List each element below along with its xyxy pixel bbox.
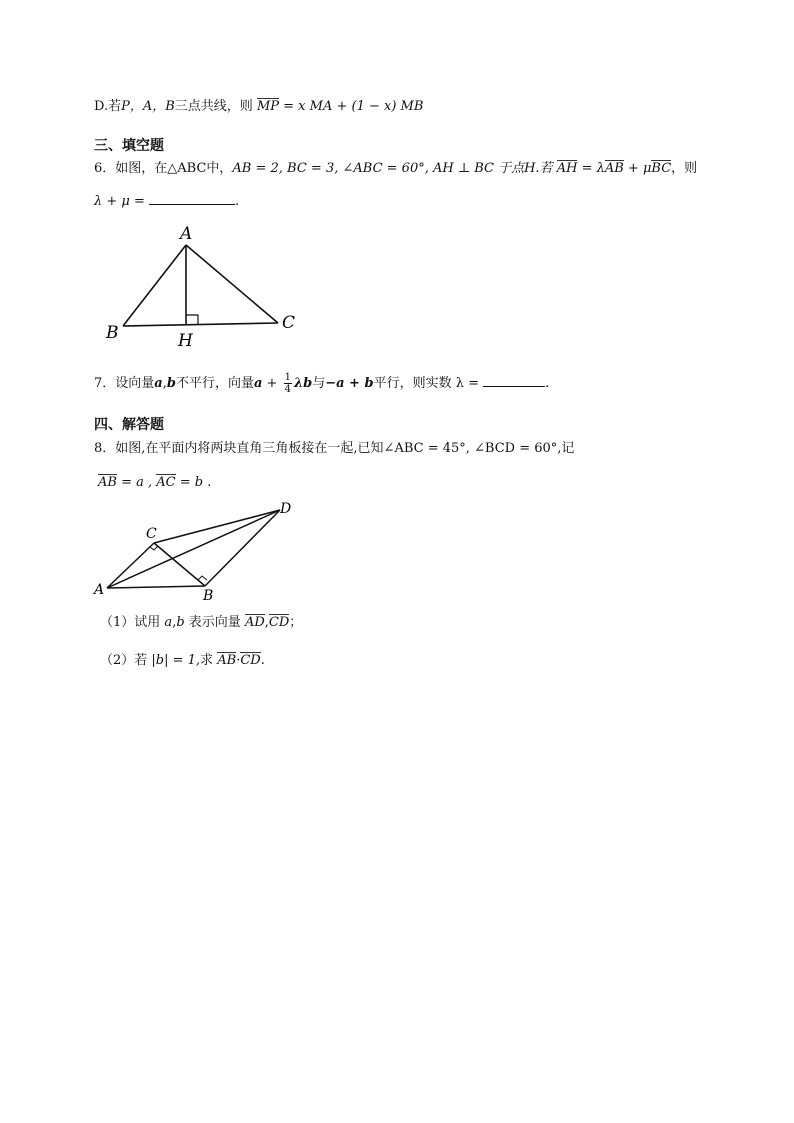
q8-label-d: D	[280, 501, 292, 517]
q6-answer-prefix: λ + μ =	[94, 194, 145, 209]
side-ac	[186, 245, 278, 323]
q6-answer-suffix: .	[235, 194, 240, 209]
option-d-middle: 三点共线，则	[174, 99, 253, 114]
q8-part2-mid: 求	[200, 653, 214, 668]
question-8	[94, 440, 574, 458]
q8-part1-vector-cd: CD	[268, 615, 290, 630]
q8-eq-a: = a ,	[121, 475, 153, 490]
q8-label-c: C	[146, 526, 157, 542]
q6-answer-blank[interactable]	[149, 192, 235, 205]
q7-frac-den: 4	[284, 384, 291, 395]
q7-answer-blank[interactable]	[483, 374, 545, 387]
side-ab	[123, 245, 186, 326]
side-bc	[123, 323, 278, 326]
q8-part2-vector-cd: CD	[240, 653, 261, 668]
q8-part-1	[100, 614, 302, 632]
q8-part2-prefix: （2）若	[100, 653, 148, 668]
q8-eq-b: = b .	[179, 475, 212, 490]
q8-number: 8．	[94, 441, 116, 456]
q8-part1-prefix: （1）试用	[100, 615, 161, 630]
q7-end: .	[545, 376, 550, 391]
vector-bc: BC	[651, 161, 672, 176]
q8-part2-abs: |b| = 1,	[151, 653, 201, 668]
q8-label-b: B	[203, 588, 214, 604]
q8-part1-end: ；	[289, 615, 303, 630]
q7-vec-b: b	[166, 376, 176, 391]
vector-ab: AB	[604, 161, 624, 176]
q8-definition-line	[98, 474, 211, 492]
q8-vector-ab: AB	[98, 475, 117, 490]
question-7	[94, 372, 549, 395]
q6-then: ，则	[671, 161, 698, 176]
q7-frac-num: 1	[284, 372, 291, 383]
q7-expr1-lb: λb	[293, 376, 313, 391]
question-6	[94, 160, 697, 178]
q7-fraction	[284, 372, 292, 395]
section-heading-answer: 四、解答题	[94, 417, 164, 433]
q8-quadrilateral-figure	[92, 500, 307, 605]
q6-eq-mu: + μ	[627, 161, 652, 176]
section-heading-fill-in: 三、填空题	[94, 138, 164, 154]
label-a: A	[180, 224, 193, 244]
q7-comma: ,	[162, 376, 167, 391]
q6-text: 如图，在△ABC中，	[115, 161, 233, 176]
q8-part1-mid: 表示向量	[188, 615, 241, 630]
option-d-formula: = x MA + (1 − x) MB	[283, 99, 424, 114]
q8-part-2	[100, 652, 265, 670]
q8-part1-vector-ad: AD	[244, 615, 265, 630]
q6-conditions: AB = 2, BC = 3, ∠ABC = 60°, AH ⊥ BC 于点H.若	[232, 161, 553, 176]
q7-expr1-a: a	[253, 376, 263, 391]
q7-text4: 平行，则实数 λ =	[373, 376, 479, 391]
right-angle-b	[198, 576, 207, 580]
label-c: C	[282, 313, 296, 333]
label-h: H	[178, 331, 193, 351]
vector-ah: AH	[556, 161, 578, 176]
q7-number: 7．	[94, 376, 116, 391]
vector-mp: MP	[256, 99, 280, 114]
q6-eq-lambda: = λ	[581, 161, 605, 176]
q8-part2-vector-ab: AB	[217, 653, 237, 668]
q6-answer-line	[94, 192, 239, 211]
q8-part1-b: b	[176, 615, 185, 630]
q8-part1-comma: ,	[172, 615, 177, 630]
option-d-points: P，A，B	[121, 99, 175, 114]
q6-number: 6．	[94, 161, 116, 176]
q8-part1-sep: ,	[264, 615, 269, 630]
q8-part2-end: .	[260, 653, 265, 668]
label-b: B	[106, 323, 119, 343]
q8-label-a: A	[94, 582, 105, 598]
q7-expr2: −a + b	[325, 376, 374, 391]
q7-vec-a: a	[154, 376, 163, 391]
q7-expr1-plus: +	[262, 376, 282, 391]
q6-triangle-figure	[100, 220, 310, 355]
q8-text: 如图,在平面内将两块直角三角板接在一起,已知∠ABC = 45°, ∠BCD = 60°,记	[115, 441, 575, 456]
segment-cb	[154, 543, 205, 586]
q7-text2: 不平行，向量	[175, 376, 254, 391]
right-angle-mark	[186, 315, 198, 325]
q7-text1: 设向量	[115, 376, 155, 391]
q8-vector-ac: AC	[156, 475, 176, 490]
option-d	[94, 98, 423, 116]
segment-bd	[205, 510, 280, 586]
segment-ab	[107, 586, 205, 588]
option-d-prefix: D.若	[94, 99, 122, 114]
q7-text3: 与	[312, 376, 326, 391]
q8-part2-dot: ·	[236, 653, 241, 668]
q8-part1-a: a	[164, 615, 173, 630]
segment-ac	[107, 543, 154, 588]
